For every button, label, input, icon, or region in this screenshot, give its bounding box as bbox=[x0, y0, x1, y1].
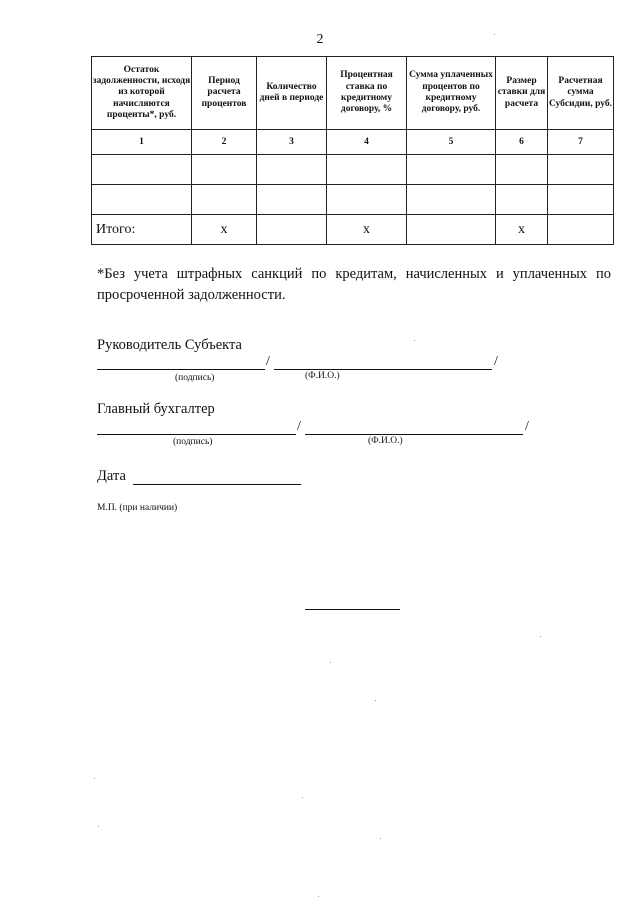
table-cell bbox=[496, 185, 548, 215]
table-cell bbox=[548, 185, 614, 215]
table-cell bbox=[257, 185, 327, 215]
table-cell bbox=[327, 155, 407, 185]
table-header-row bbox=[92, 57, 614, 130]
table-cell bbox=[92, 155, 192, 185]
total-cell: x bbox=[192, 215, 257, 245]
accountant-name-line bbox=[305, 434, 523, 435]
scan-speck bbox=[98, 826, 99, 827]
scan-speck bbox=[302, 797, 303, 798]
table-cell bbox=[496, 155, 548, 185]
accountant-signature-line bbox=[97, 434, 296, 435]
accountant-sign-caption: (подпись) bbox=[173, 437, 213, 447]
head-name-line bbox=[274, 369, 492, 370]
head-signature-slash: / bbox=[266, 354, 270, 369]
head-name-caption: (Ф.И.О.) bbox=[305, 371, 340, 381]
header-period: Период расчета процентов bbox=[192, 57, 257, 130]
accountant-name-slash: / bbox=[525, 419, 529, 434]
column-number: 1 bbox=[92, 130, 192, 155]
column-number: 3 bbox=[257, 130, 327, 155]
column-number-row bbox=[92, 130, 614, 155]
scan-speck bbox=[318, 896, 319, 897]
total-cell bbox=[257, 215, 327, 245]
closing-rule bbox=[305, 609, 400, 610]
accountant-signature-label: Главный бухгалтер bbox=[97, 401, 215, 417]
scan-speck bbox=[380, 838, 381, 839]
header-days: Количество дней в периоде bbox=[257, 57, 327, 130]
total-cell: x bbox=[496, 215, 548, 245]
table-cell bbox=[548, 155, 614, 185]
footnote: *Без учета штрафных санкций по кредитам, начисленных и уплаченных по просроченной задолженности. bbox=[97, 266, 611, 304]
total-row bbox=[92, 215, 614, 245]
header-paid-interest: Сумма уплаченных процентов по кредитному договору, руб. bbox=[407, 57, 496, 130]
total-cell: x bbox=[327, 215, 407, 245]
column-number: 5 bbox=[407, 130, 496, 155]
header-rate-size: Размер ставки для расчета bbox=[496, 57, 548, 130]
date-line bbox=[133, 484, 301, 485]
table-cell bbox=[257, 155, 327, 185]
scan-speck bbox=[375, 700, 376, 701]
date-label: Дата bbox=[97, 468, 126, 484]
head-sign-caption: (подпись) bbox=[175, 373, 215, 383]
table-cell bbox=[192, 155, 257, 185]
table-cell bbox=[327, 185, 407, 215]
header-interest-rate: Процентная ставка по кредитному договору, % bbox=[327, 57, 407, 130]
table-cell bbox=[407, 155, 496, 185]
table-row bbox=[92, 155, 614, 185]
column-number: 7 bbox=[548, 130, 614, 155]
total-cell bbox=[548, 215, 614, 245]
head-signature-line bbox=[97, 369, 265, 370]
scan-speck bbox=[494, 34, 495, 35]
column-number: 6 bbox=[496, 130, 548, 155]
scan-speck bbox=[414, 340, 415, 341]
page-number: 2 bbox=[316, 32, 324, 47]
head-signature-label: Руководитель Субъекта bbox=[97, 337, 242, 353]
stamp-note: М.П. (при наличии) bbox=[97, 503, 178, 513]
total-label: Итого: bbox=[92, 215, 192, 245]
column-number: 4 bbox=[327, 130, 407, 155]
table-cell bbox=[92, 185, 192, 215]
head-name-slash: / bbox=[494, 354, 498, 369]
total-cell bbox=[407, 215, 496, 245]
scan-speck bbox=[330, 662, 331, 663]
accountant-signature-slash: / bbox=[297, 419, 301, 434]
header-debt-balance: Остаток задолженности, исходя из которой начисляются проценты*, руб. bbox=[92, 57, 192, 130]
scan-speck bbox=[94, 778, 95, 779]
scan-speck bbox=[540, 636, 541, 637]
subsidy-calculation-table bbox=[91, 56, 614, 245]
table-cell bbox=[192, 185, 257, 215]
column-number: 2 bbox=[192, 130, 257, 155]
accountant-name-caption: (Ф.И.О.) bbox=[368, 436, 403, 446]
header-subsidy-amount: Расчетная сумма Субсидии, руб. bbox=[548, 57, 614, 130]
table-row bbox=[92, 185, 614, 215]
table-cell bbox=[407, 185, 496, 215]
